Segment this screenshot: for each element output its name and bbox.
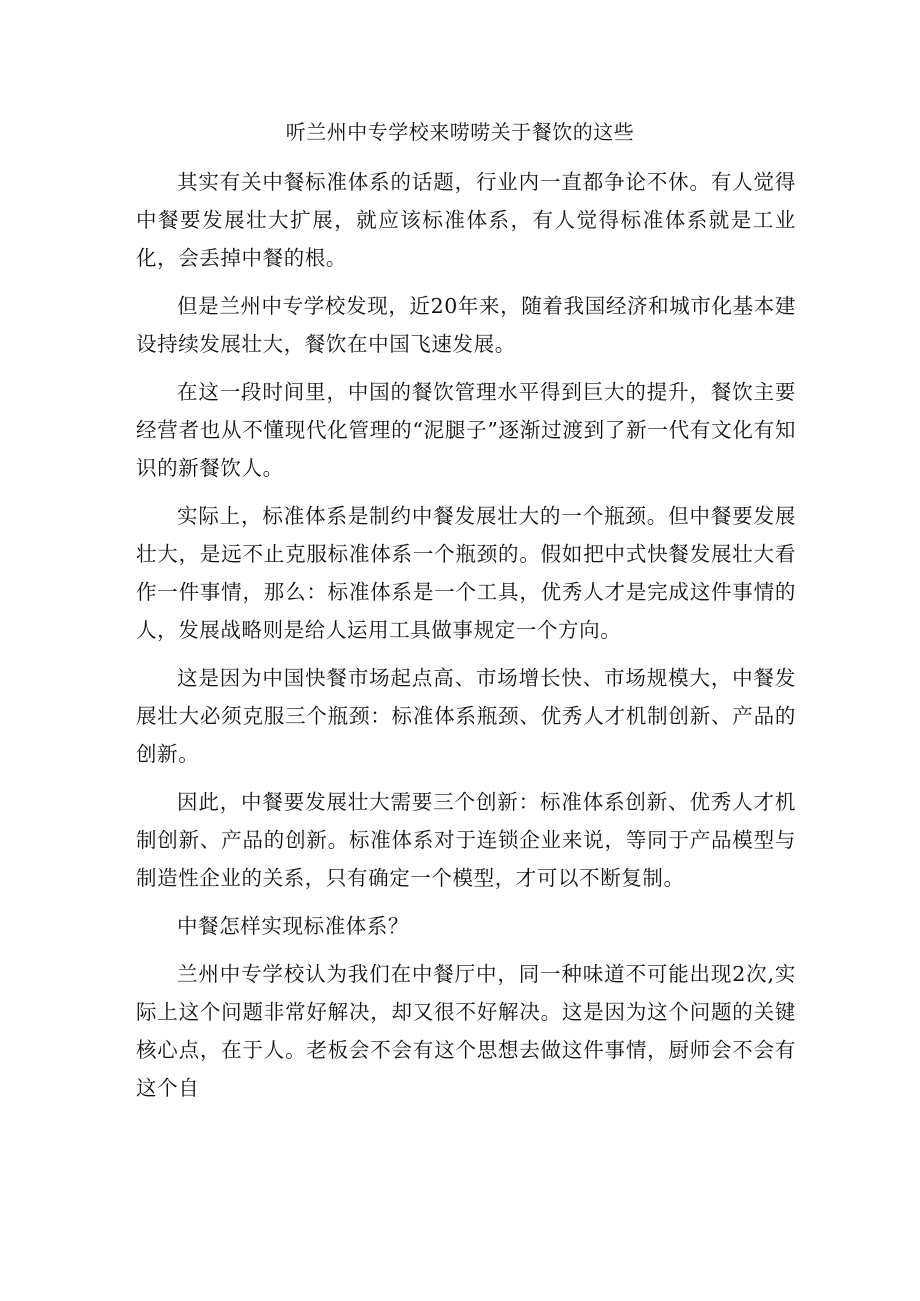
document-body <box>136 163 796 1117</box>
paragraph-1: 其实有关中餐标准体系的话题，行业内一直都争论不休。有人觉得中餐要发展壮大扩展，就应该标准体系，有人觉得标准体系就是工业化，会丢掉中餐的根。 <box>136 170 796 270</box>
document-title: 听兰州中专学校来唠唠关于餐饮的这些 <box>285 120 635 144</box>
paragraph-7: 中餐怎样实现标准体系？ <box>177 914 410 938</box>
paragraph-8: 兰州中专学校认为我们在中餐厅中，同一种味道不可能出现2次,实际上这个问题非常好解决，却又很不好解决。这是因为这个问题的关键核心点，在于人。老板会不会有这个思想去做这件事情，厨师会不会有这个自 <box>136 962 796 1100</box>
paragraph-4: 实际上，标准体系是制约中餐发展壮大的一个瓶颈。但中餐要发展壮大，是远不止克服标准体系一个瓶颈的。假如把中式快餐发展壮大看作一件事情，那么：标准体系是一个工具，优秀人才是完成这件事情的人，发展战略则是给人运用工具做事规定一个方向。 <box>136 504 796 642</box>
paragraph-2: 但是兰州中专学校发现，近20年来，随着我国经济和城市化基本建设持续发展壮大，餐饮在中国飞速发展。 <box>136 294 796 356</box>
paragraph-6: 因此，中餐要发展壮大需要三个创新：标准体系创新、优秀人才机制创新、产品的创新。标准体系对于连锁企业来说，等同于产品模型与制造性企业的关系，只有确定一个模型，才可以不断复制。 <box>136 790 796 890</box>
paragraph-3: 在这一段时间里，中国的餐饮管理水平得到巨大的提升，餐饮主要经营者也从不懂现代化管理的“泥腿子”逐渐过渡到了新一代有文化有知识的新餐饮人。 <box>136 380 796 480</box>
paragraph-5: 这是因为中国快餐市场起点高、市场增长快、市场规模大，中餐发展壮大必须克服三个瓶颈：标准体系瓶颈、优秀人才机制创新、产品的创新。 <box>136 666 796 766</box>
